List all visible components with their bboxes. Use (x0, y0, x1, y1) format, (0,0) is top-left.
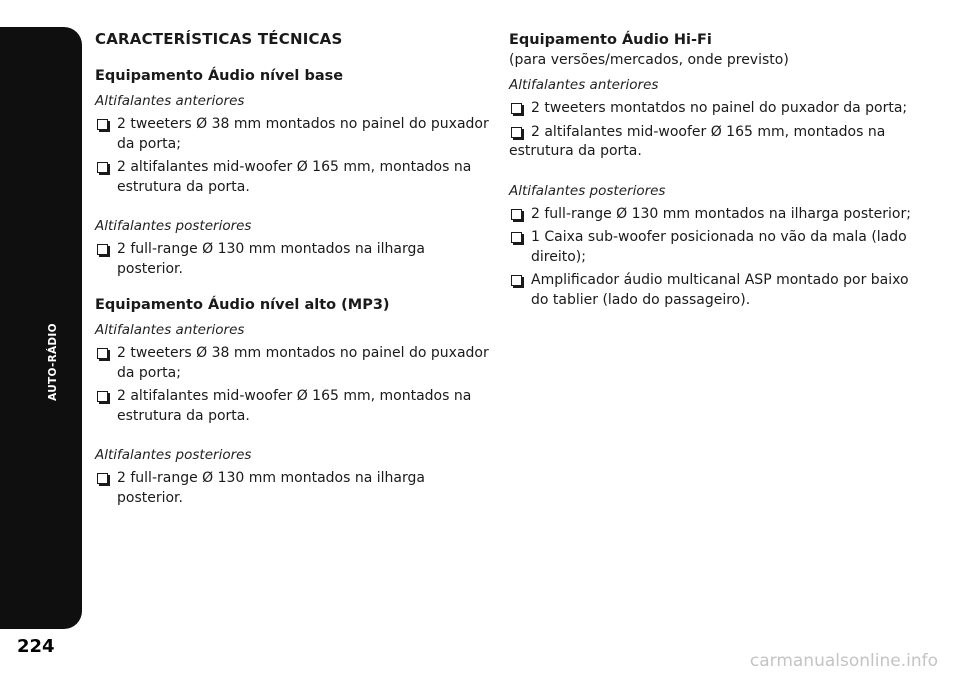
checkbox-bullet-icon (97, 119, 108, 130)
front-speakers-label: Altifalantes anteriores (509, 77, 659, 93)
hifi-equipment-heading: Equipamento Áudio Hi-Fi (509, 32, 712, 48)
list-item: 2 altifalantes mid-woofer Ø 165 mm, montados na estrutura da porta. (509, 123, 886, 159)
rear-speakers-label: Altifalantes posteriores (95, 447, 252, 463)
right-column (509, 30, 914, 310)
left-column (95, 30, 490, 508)
rear-speakers-label: Altifalantes posteriores (509, 182, 666, 199)
checkbox-bullet-icon (97, 162, 108, 173)
hifi-availability-note: (para versões/mercados, onde previsto) (509, 52, 789, 68)
checkbox-bullet-icon (97, 244, 108, 255)
list-item: Amplificador áudio multicanal ASP montado por baixo do tablier (lado do passageiro). (509, 271, 914, 310)
list-item: 2 tweeters montatdos no painel do puxador da porta; (509, 99, 914, 119)
sidebar-label-text: AUTO-RÁDIO (47, 323, 59, 401)
high-equipment-section (95, 295, 490, 508)
watermark: carmanualsonline.info (749, 651, 938, 671)
high-equipment-heading: Equipamento Áudio nível alto (MP3) (95, 297, 390, 313)
hifi-front-list (509, 99, 914, 162)
high-rear-list (95, 469, 490, 508)
checkbox-bullet-icon (97, 348, 108, 359)
list-item: 2 full-range Ø 130 mm montados na ilharga posterior. (95, 240, 490, 279)
list-item: 2 full-range Ø 130 mm montados na ilharga posterior. (95, 469, 490, 508)
list-item: 2 full-range Ø 130 mm montados na ilharga posterior; (509, 205, 914, 225)
list-item: 2 tweeters Ø 38 mm montados no painel do puxador da porta; (95, 344, 490, 383)
checkbox-bullet-icon (511, 209, 522, 220)
checkbox-bullet-icon (511, 275, 522, 286)
base-equipment-heading: Equipamento Áudio nível base (95, 68, 344, 84)
front-speakers-label: Altifalantes anteriores (95, 322, 245, 338)
checkbox-bullet-icon (97, 391, 108, 402)
hifi-rear-list (509, 205, 914, 311)
checkbox-bullet-icon (511, 103, 522, 114)
list-item: 2 altifalantes mid-woofer Ø 165 mm, montados na estrutura da porta. (95, 158, 490, 197)
base-equipment-section (95, 66, 490, 279)
list-item: 2 tweeters Ø 38 mm montados no painel do puxador da porta; (95, 115, 490, 154)
base-rear-list (95, 240, 490, 279)
list-item: 2 altifalantes mid-woofer Ø 165 mm, montados na estrutura da porta. (95, 387, 490, 426)
checkbox-bullet-icon (97, 473, 108, 484)
rear-speakers-label: Altifalantes posteriores (95, 218, 252, 234)
sidebar-label (38, 323, 68, 401)
page-number: 224 (17, 636, 55, 657)
sidebar-tab (0, 27, 82, 629)
high-front-list (95, 344, 490, 426)
front-speakers-label: Altifalantes anteriores (95, 93, 245, 109)
checkbox-bullet-icon (511, 127, 522, 138)
page-title: CARACTERÍSTICAS TÉCNICAS (95, 30, 343, 48)
list-item: 1 Caixa sub-woofer posicionada no vão da mala (lado direito); (509, 228, 914, 267)
checkbox-bullet-icon (511, 232, 522, 243)
base-front-list (95, 115, 490, 197)
